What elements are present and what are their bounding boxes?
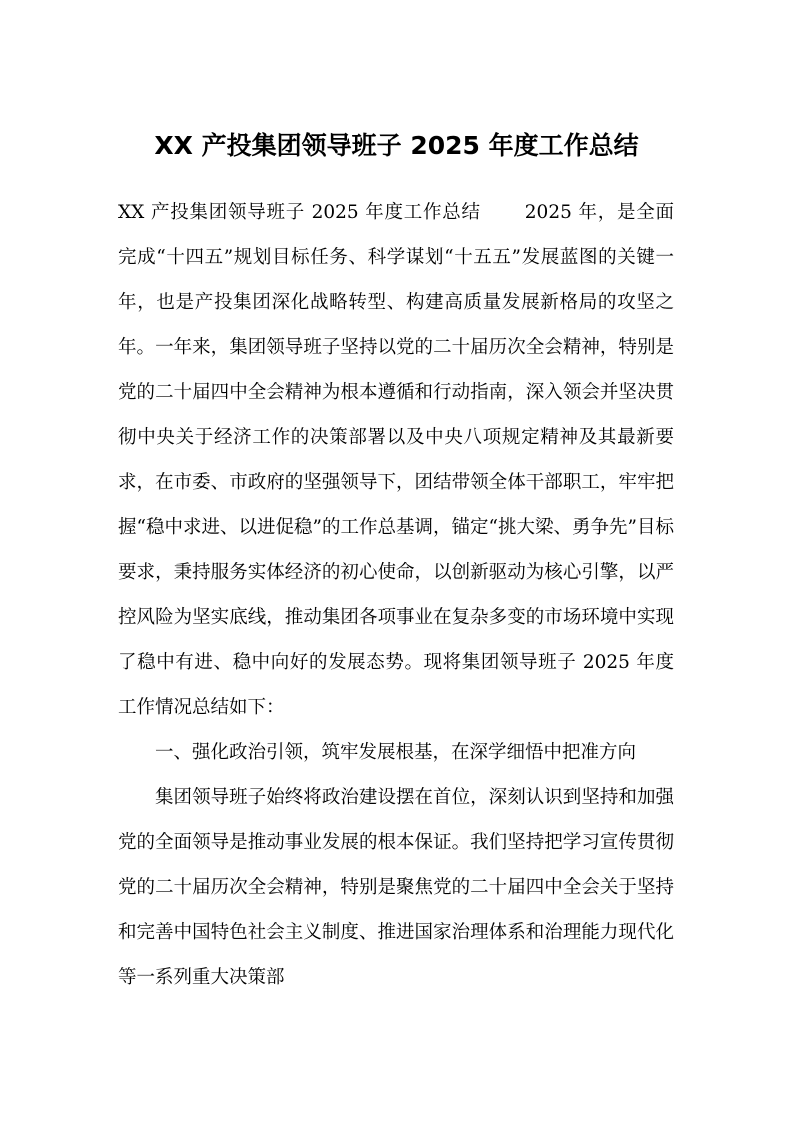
- document-title: XX 产投集团领导班子 2025 年度工作总结: [154, 131, 639, 160]
- section-paragraph: 集团领导班子始终将政治建设摆在首位，深刻认识到坚持和加强党的全面领导是推动事业发展的根本保证。我们坚持把学习宣传贯彻党的二十届历次全会精神，特别是聚焦党的二十届四中全会关于坚持和完善中国特色社会主义制度、推进国家治理体系和治理能力现代化等一系列重大决策部: [118, 787, 674, 988]
- section-heading: 一、强化政治引领，筑牢发展根基，在深学细悟中把准方向: [155, 742, 637, 763]
- document-body: [118, 190, 674, 1000]
- intro-body: 2025 年，是全面完成“十四五”规划目标任务、科学谋划“十五五”发展蓝图的关键一年，也是产投集团深化战略转型、构建高质量发展新格局的攻坚之年。一年来，集团领导班子坚持以党的二十届历次全会精神，特别是党的二十届四中全会精神为根本遵循和行动指南，深入领会并坚决贯彻中央关于经济工作的决策部署以及中央八项规定精神及其最新要求，在市委、市政府的坚强领导下，团结带领全体干部职工，牢牢把握“稳中求进、以进促稳”的工作总基调，锚定“挑大梁、勇争先”目标要求，秉持服务实体经济的初心使命，以创新驱动为核心引擎，以严控风险为坚实底线，推动集团各项事业在复杂多变的市场环境中实现了稳中有进、稳中向好的发展态势。现将集团领导班子 2025 年度工作情况总结如下：: [118, 202, 674, 718]
- intro-paragraph: [118, 190, 674, 730]
- intro-lead: XX 产投集团领导班子 2025 年度工作总结: [118, 202, 481, 223]
